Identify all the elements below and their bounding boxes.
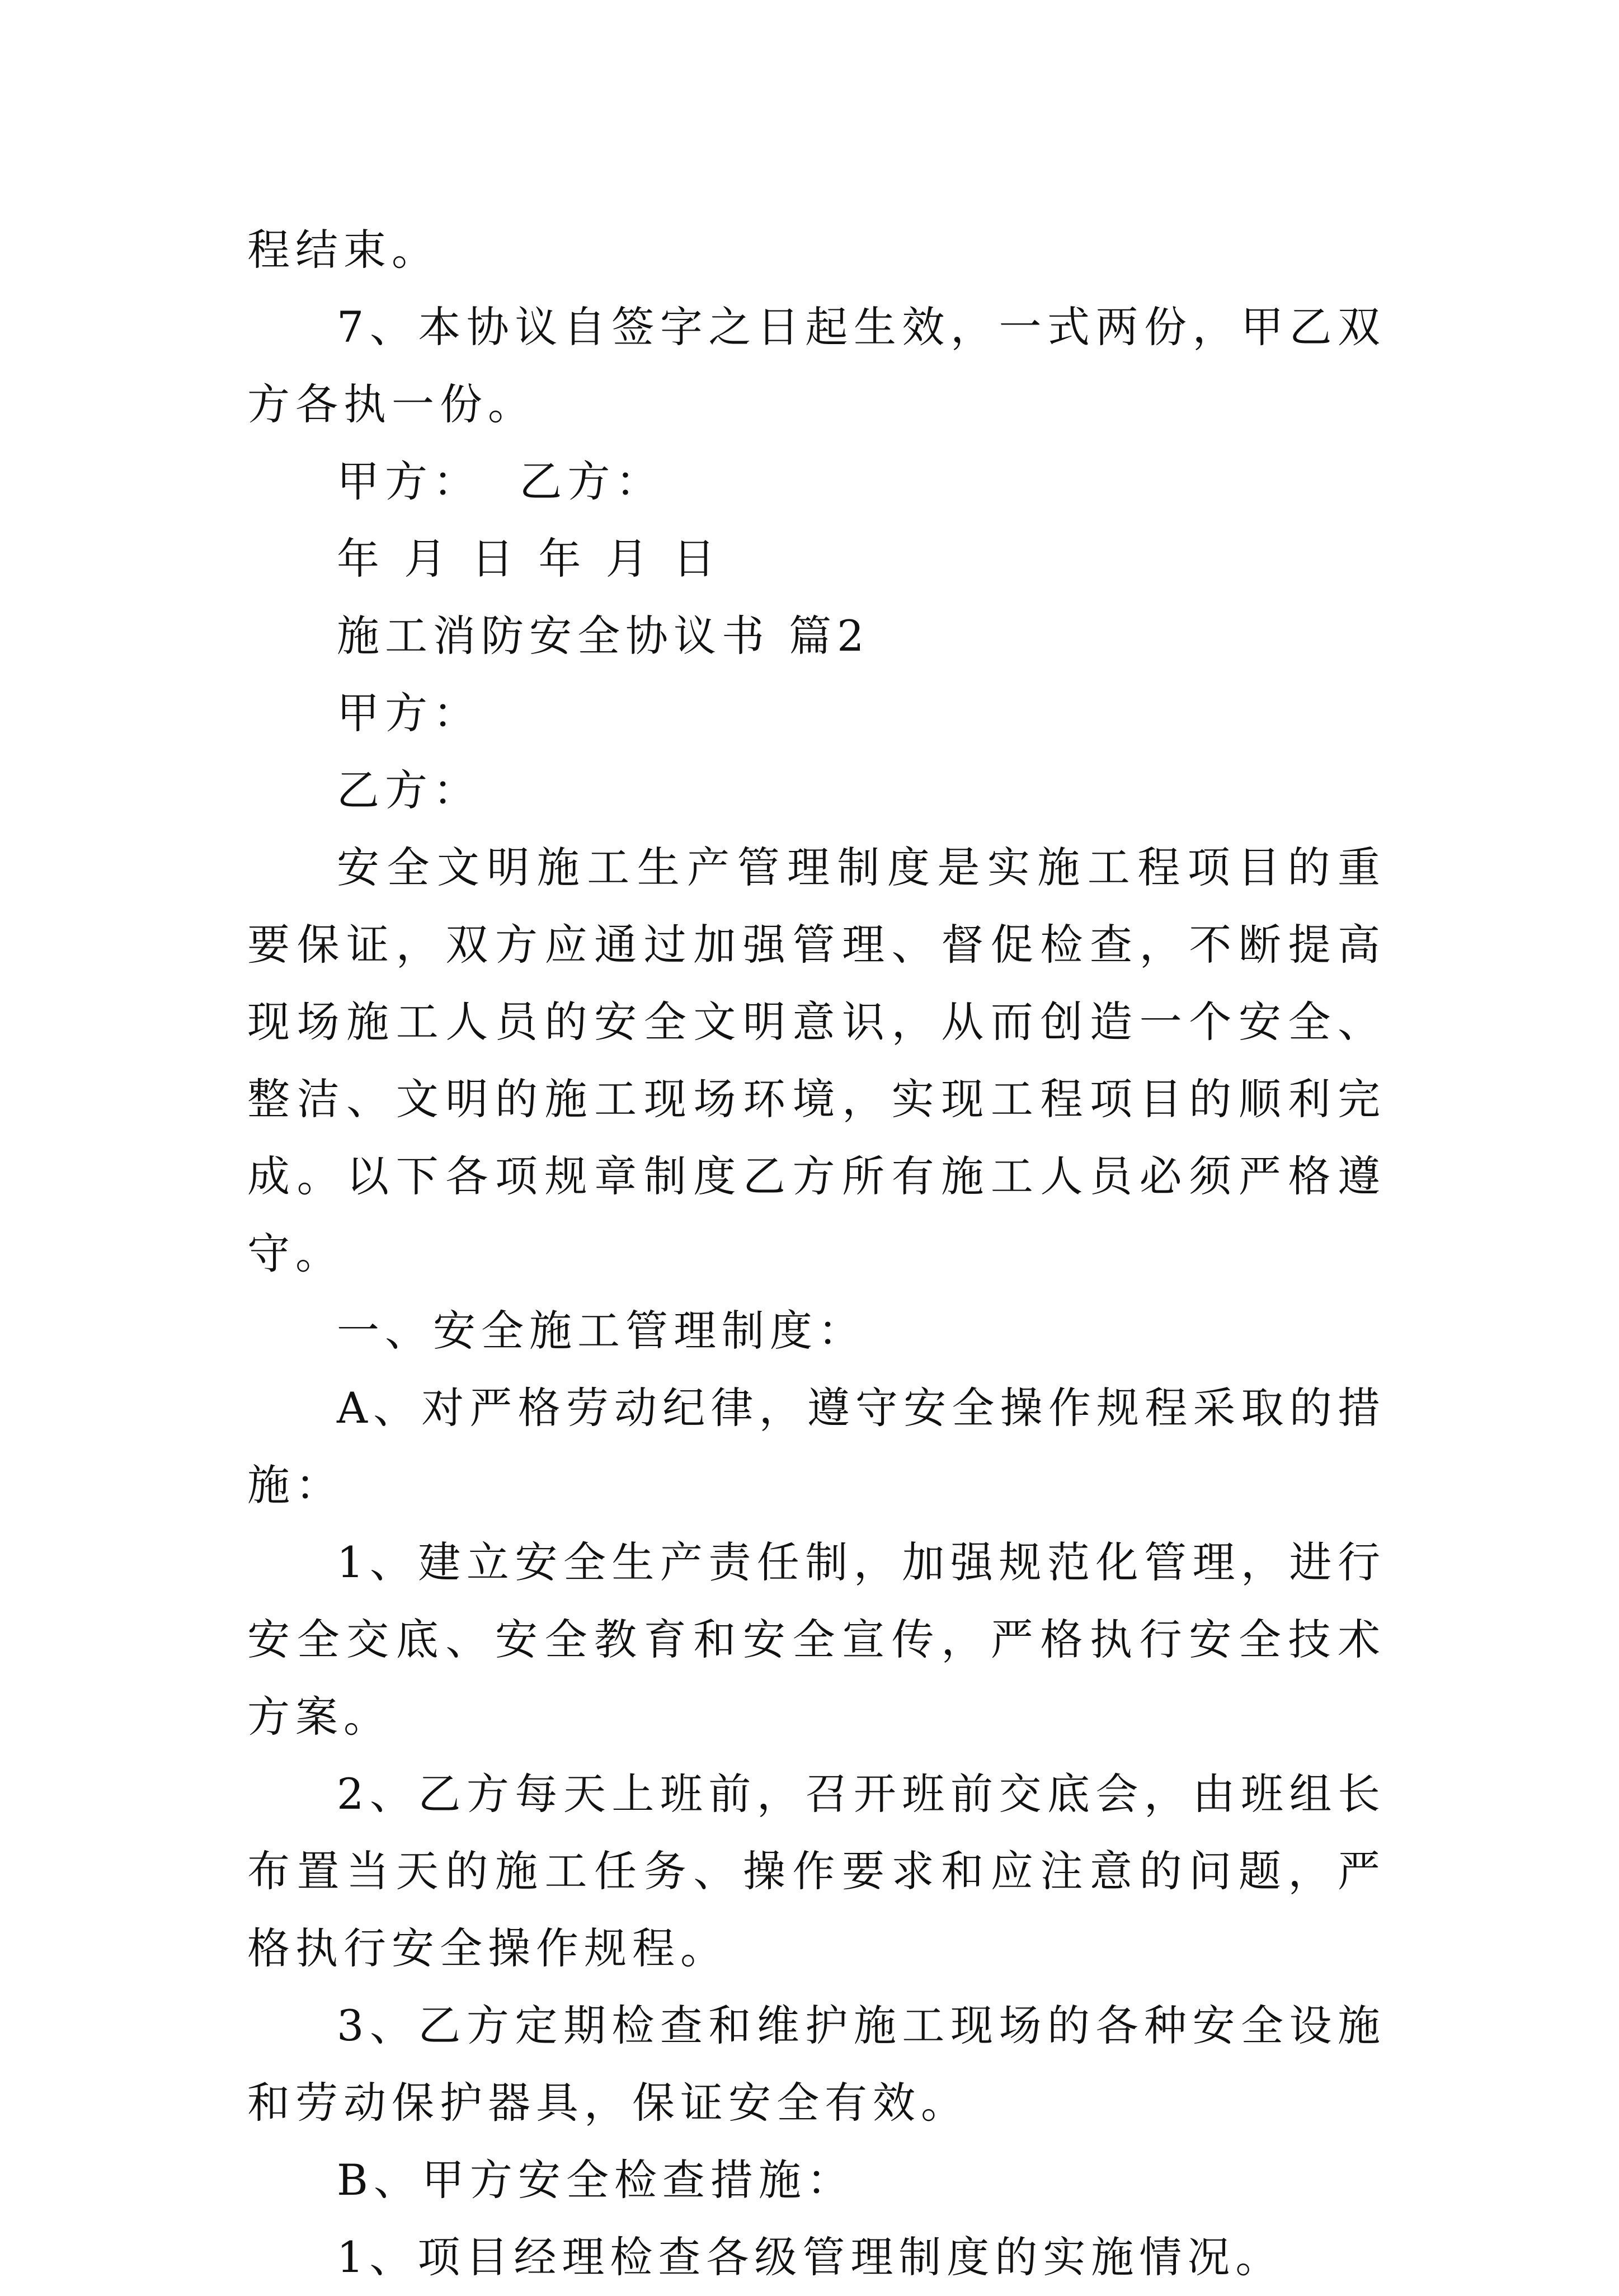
party-a-label: 甲方： [337,688,481,738]
subheading-a: A、对严格劳动纪律，遵守安全操作规程采取的措施： [247,1383,1386,1510]
paragraph-b-1: 1、项目经理检查各级管理制度的实施情况。 [337,2232,1284,2282]
signature-date-line: 年 月 日 年 月 日 [337,534,721,584]
subheading-b: B、甲方安全检查措施： [337,2155,855,2205]
document-body [247,211,1386,2296]
section-title: 施工消防安全协议书 篇2 [337,611,870,661]
paragraph-a-3: 3、乙方定期检查和维护施工现场的各种安全设施和劳动保护器具，保证安全有效。 [247,2001,1386,2128]
paragraph-continuation: 程结束。 [247,225,440,275]
paragraph-intro: 安全文明施工生产管理制度是实施工程项目的重要保证，双方应通过加强管理、督促检查，不断提高现场施工人员的安全文明意识，从而创造一个安全、整洁、文明的施工现场环境，实现工程项目的顺利完成。以下各项规章制度乙方所有施工人员必须严格遵守。 [247,843,1386,1278]
party-b-label: 乙方： [337,765,481,815]
paragraph-clause-7: 7、本协议自签字之日起生效，一式两份，甲乙双方各执一份。 [247,302,1386,429]
paragraph-a-1: 1、建立安全生产责任制，加强规范化管理，进行安全交底、安全教育和安全宣传，严格执行安全技术方案。 [247,1537,1386,1742]
paragraph-a-2: 2、乙方每天上班前，召开班前交底会，由班组长布置当天的施工任务、操作要求和应注意的问题，严格执行安全操作规程。 [247,1769,1386,1973]
heading-safety-management: 一、安全施工管理制度： [337,1306,866,1356]
signature-parties-line: 甲方： 乙方： [337,457,664,506]
